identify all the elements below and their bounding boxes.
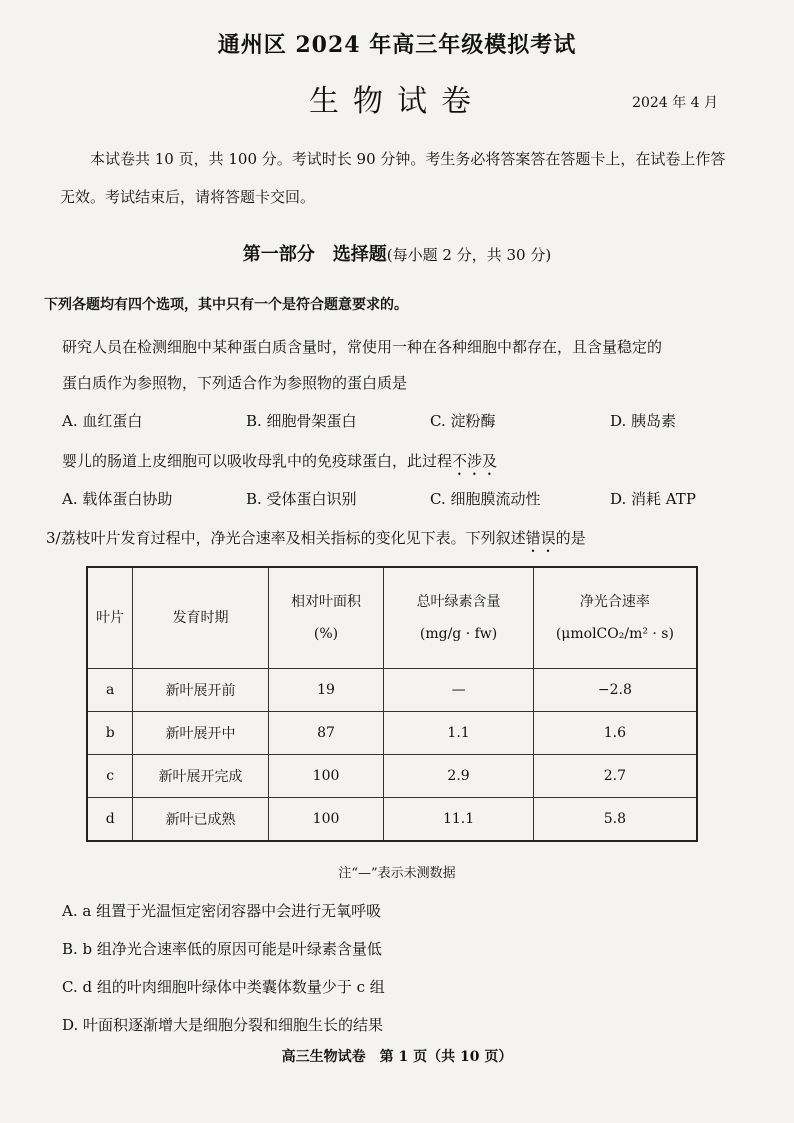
exam-instructions: 本试卷共 10 页，共 100 分。考试时长 90 分钟。考生务必将答案答在答题卡上，在试卷上作答无效。考试结束后，请将答题卡交回。 bbox=[60, 150, 726, 206]
q2-option-d: D. 消耗 ATP bbox=[610, 490, 696, 508]
part-heading bbox=[0, 240, 794, 266]
leaf-data-table bbox=[86, 566, 698, 842]
q3-number: 3 bbox=[46, 529, 56, 547]
header-stage: 发育时期 bbox=[133, 567, 268, 669]
q2-stem-emphasis: 不涉及 bbox=[452, 452, 498, 470]
q2-option-b: B. 受体蛋白识别 bbox=[246, 490, 357, 508]
exam-title: 通州区 2024 年高三年级模拟考试 bbox=[217, 32, 577, 58]
exam-date: 2024 年 4 月 bbox=[632, 95, 718, 111]
q3-option-c: C. d 组的叶肉细胞叶绿体中类囊体数量少于 c 组 bbox=[62, 978, 385, 996]
page-footer: 高三生物试卷 第 1 页（共 10 页） bbox=[281, 1049, 513, 1065]
table-row: c 新叶展开完成 100 2.9 2.7 bbox=[87, 755, 697, 798]
q3-option-d: D. 叶面积逐渐增大是细胞分裂和细胞生长的结果 bbox=[62, 1016, 384, 1034]
q3-option-a: A. a 组置于光温恒定密闭容器中会进行无氧呼吸 bbox=[62, 902, 382, 920]
q2-option-c: C. 细胞膜流动性 bbox=[430, 490, 541, 508]
table-note: 注“—”表示未测数据 bbox=[338, 866, 456, 881]
table-header-row bbox=[87, 567, 697, 669]
header-rate: 净光合速率 (μmolCO₂/m² · s) bbox=[533, 567, 697, 669]
q1-stem-line1: 研究人员在检测细胞中某种蛋白质含量时，常使用一种在各种细胞中都存在，且含量稳定的 bbox=[62, 338, 663, 356]
q1-option-d: D. 胰岛素 bbox=[610, 412, 677, 430]
q1-option-c: C. 淀粉酶 bbox=[430, 412, 496, 430]
header-area: 相对叶面积 (%) bbox=[268, 567, 384, 669]
q2-option-a: A. 载体蛋白协助 bbox=[62, 490, 173, 508]
q1-stem-line2: 蛋白质作为参照物，下列适合作为参照物的蛋白质是 bbox=[62, 374, 408, 392]
header-leaf: 叶片 bbox=[87, 567, 133, 669]
q3-stem-main: 荔枝叶片发育过程中，净光合速率及相关指标的变化见下表。下列叙述 bbox=[60, 529, 526, 547]
q3-option-b: B. b 组净光合速率低的原因可能是叶绿素含量低 bbox=[62, 940, 382, 958]
q3-stem: 3/荔枝叶片发育过程中，净光合速率及相关指标的变化见下表。下列叙述错误的是 bbox=[46, 529, 586, 547]
q3-stem-end: 的是 bbox=[555, 529, 586, 547]
section-directive: 下列各题均有四个选项，其中只有一个是符合题意要求的。 bbox=[44, 297, 408, 313]
table-row: a 新叶展开前 19 — −2.8 bbox=[87, 669, 697, 712]
q3-stem-emphasis: 错误 bbox=[525, 529, 556, 547]
header-chlorophyll: 总叶绿素含量 (mg/g · fw) bbox=[384, 567, 533, 669]
q1-option-a: A. 血红蛋白 bbox=[62, 412, 143, 430]
table-row: b 新叶展开中 87 1.1 1.6 bbox=[87, 712, 697, 755]
section-label: 选择题 bbox=[332, 244, 387, 265]
q1-option-b: B. 细胞骨架蛋白 bbox=[246, 412, 357, 430]
q2-stem bbox=[62, 450, 497, 479]
section-score-note: (每小题 2 分，共 30 分) bbox=[386, 246, 552, 264]
part-label: 第一部分 bbox=[242, 244, 315, 265]
q2-stem-main: 婴儿的肠道上皮细胞可以吸收母乳中的免疫球蛋白，此过程 bbox=[62, 452, 453, 470]
table-row: d 新叶已成熟 100 11.1 5.8 bbox=[87, 798, 697, 842]
subject-title: 生物试卷 bbox=[309, 84, 485, 119]
